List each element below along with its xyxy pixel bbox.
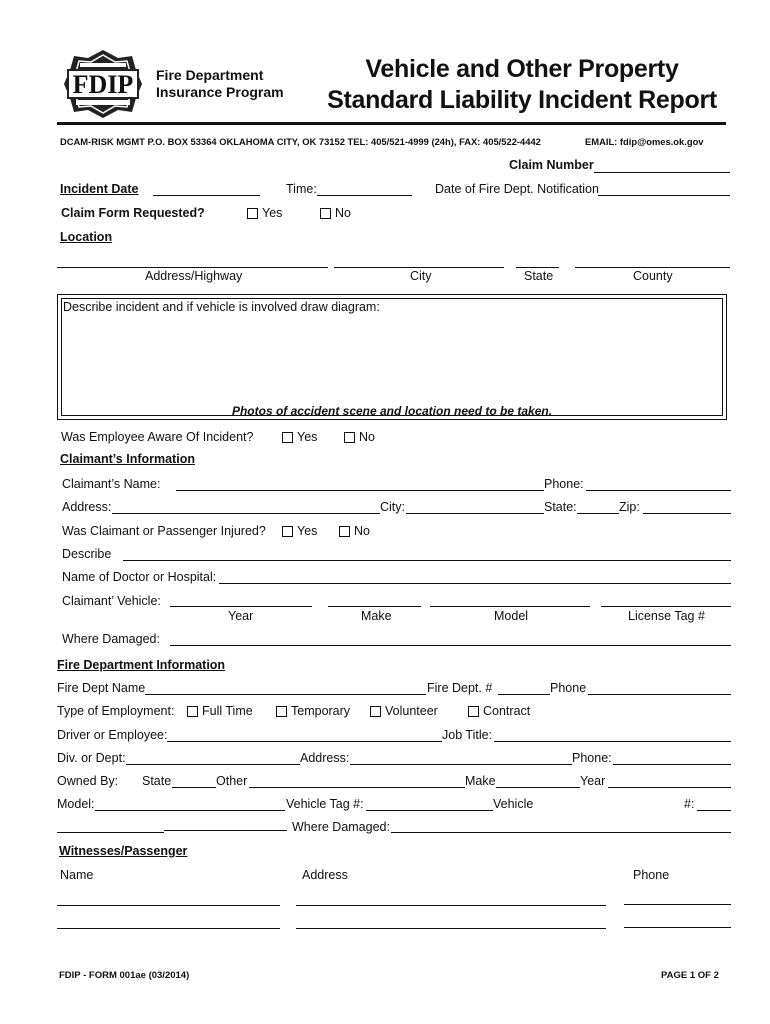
fd-address-label: Address: [300, 751, 350, 765]
claimant-vehicle-label: Claimant’ Vehicle: [62, 594, 161, 608]
witnesses-heading: Witnesses/Passenger [59, 844, 188, 858]
county-caption: County [633, 269, 673, 283]
claimant-address-field[interactable] [112, 513, 380, 514]
aware-yes[interactable] [282, 430, 317, 444]
owned-state-field[interactable] [172, 787, 216, 788]
where-damaged-field[interactable] [170, 645, 731, 646]
vehicle-tag-field[interactable] [366, 810, 493, 811]
witness-2-phone[interactable] [624, 927, 731, 928]
address-caption: Address/Highway [145, 269, 243, 283]
doctor-field[interactable] [219, 583, 731, 584]
fd-make-label: Make [465, 774, 496, 788]
vehicle-tag-label: Vehicle Tag #: [286, 797, 364, 811]
witness-address-col: Address [302, 868, 348, 882]
page-title [318, 54, 726, 116]
fd-number-label: Fire Dept. # [427, 681, 493, 695]
owned-state-label: State [142, 774, 172, 788]
no-label: No [359, 430, 375, 444]
fd-model-field[interactable] [95, 810, 285, 811]
fd-vehicle-label: Vehicle [493, 797, 534, 811]
org-name [156, 67, 284, 101]
checkbox[interactable] [276, 706, 287, 717]
owned-by-label: Owned By: [57, 774, 119, 788]
contract-option[interactable] [468, 704, 530, 718]
witness-2-address[interactable] [296, 928, 606, 929]
incident-date-label: Incident Date [60, 182, 139, 196]
owned-other-field[interactable] [249, 787, 465, 788]
fd-make-field[interactable] [496, 787, 580, 788]
claimant-state-field[interactable] [577, 513, 619, 514]
claimant-zip-label: Zip: [619, 500, 640, 514]
describe-prompt: Describe incident and if vehicle is involved draw diagram: [63, 300, 380, 314]
fire-dept-heading: Fire Department Information [57, 658, 226, 672]
witness-1-name[interactable] [57, 905, 280, 906]
checkbox[interactable] [370, 706, 381, 717]
fd-phone2-label: Phone: [572, 751, 612, 765]
claim-form-yes[interactable] [247, 206, 282, 220]
witness-phone-col: Phone [633, 868, 670, 882]
claim-number-field[interactable] [594, 172, 730, 173]
year-caption: Year [228, 609, 254, 623]
address-field[interactable] [57, 267, 328, 268]
city-field[interactable] [334, 267, 504, 268]
claim-number-label: Claim Number [509, 158, 594, 172]
claimant-address-label: Address: [62, 500, 112, 514]
checkbox[interactable] [187, 706, 198, 717]
witness-1-phone[interactable] [624, 904, 731, 905]
org-line-2: Insurance Program [156, 84, 284, 100]
model-caption: Model [494, 609, 529, 623]
claimant-city-field[interactable] [406, 513, 544, 514]
describe-injury-label: Describe [62, 547, 112, 561]
vehicle-year-field[interactable] [170, 606, 312, 607]
time-field[interactable] [317, 195, 412, 196]
injured-yes[interactable] [282, 524, 317, 538]
page-number: PAGE 1 OF 2 [661, 970, 719, 981]
checkbox[interactable] [247, 208, 258, 219]
title-line-2: Standard Liability Incident Report [327, 86, 717, 114]
claimant-heading: Claimant’s Information [60, 452, 195, 466]
job-title-field[interactable] [494, 741, 731, 742]
driver-label: Driver or Employee: [57, 728, 168, 742]
fd-extra-field[interactable] [57, 832, 164, 833]
checkbox[interactable] [320, 208, 331, 219]
vehicle-make-field[interactable] [328, 606, 421, 607]
describe-box[interactable] [57, 294, 727, 420]
city-caption: City [410, 269, 432, 283]
checkbox[interactable] [282, 432, 293, 443]
temporary-label: Temporary [291, 704, 351, 718]
fd-where-damaged-label: Where Damaged: [292, 820, 390, 834]
county-field[interactable] [575, 267, 730, 268]
describe-box-inner [61, 298, 723, 416]
contact-address: DCAM-RISK MGMT P.O. BOX 53364 OKLAHOMA CITY, OK 73152 TEL: 405/521-4999 (24h), FAX: 405/522-4442 [60, 136, 541, 147]
full-time-option[interactable] [187, 704, 253, 718]
witness-2-name[interactable] [57, 928, 280, 929]
checkbox[interactable] [339, 526, 350, 537]
describe-injury-field[interactable] [123, 560, 731, 561]
claimant-phone-field[interactable] [586, 490, 731, 491]
claimant-zip-field[interactable] [643, 513, 731, 514]
fd-name-label: Fire Dept Name [57, 681, 146, 695]
div-label: Div. or Dept: [57, 751, 126, 765]
yes-label: Yes [262, 206, 283, 220]
where-damaged-label: Where Damaged: [62, 632, 160, 646]
claimant-name-field[interactable] [176, 490, 544, 491]
state-field[interactable] [516, 267, 559, 268]
contract-label: Contract [483, 704, 531, 718]
fd-address-field[interactable] [350, 764, 572, 765]
logo-text: FDIP [72, 70, 134, 99]
fd-number-field[interactable] [498, 694, 550, 695]
incident-date-field[interactable] [153, 195, 260, 196]
checkbox[interactable] [468, 706, 479, 717]
fdip-logo [62, 48, 144, 120]
vehicle-tag-field[interactable] [601, 606, 731, 607]
time-label: Time: [286, 182, 317, 196]
volunteer-option[interactable] [370, 704, 438, 718]
fd-where-damaged-field[interactable] [391, 832, 731, 833]
photos-note: Photos of accident scene and location need to be taken. [231, 404, 553, 418]
yes-label: Yes [297, 524, 318, 538]
fd-phone2-field[interactable] [613, 764, 731, 765]
vehicle-model-field[interactable] [430, 606, 590, 607]
claimant-city-label: City: [380, 500, 405, 514]
aware-question: Was Employee Aware Of Incident? [61, 430, 254, 444]
claim-form-requested-label: Claim Form Requested? [61, 206, 205, 220]
fd-phone-field[interactable] [588, 694, 731, 695]
fd-damaged-prefix-field[interactable] [164, 830, 287, 831]
claimant-phone-label: Phone: [544, 477, 584, 491]
make-caption: Make [361, 609, 392, 623]
witness-1-address[interactable] [296, 905, 606, 906]
aware-no[interactable] [344, 430, 375, 444]
location-heading: Location [60, 230, 113, 244]
injured-no[interactable] [339, 524, 370, 538]
volunteer-label: Volunteer [385, 704, 438, 718]
driver-field[interactable] [167, 741, 442, 742]
claim-form-no[interactable] [320, 206, 351, 220]
form-id: FDIP - FORM 001ae (03/2014) [59, 970, 190, 981]
fd-year-field[interactable] [608, 787, 731, 788]
notification-field[interactable] [598, 195, 730, 196]
notification-label: Date of Fire Dept. Notification [435, 182, 599, 196]
full-time-label: Full Time [202, 704, 253, 718]
vehicle-number-label: #: [684, 797, 695, 811]
fd-model-label: Model: [57, 797, 95, 811]
checkbox[interactable] [282, 526, 293, 537]
div-field[interactable] [126, 764, 300, 765]
doctor-label: Name of Doctor or Hospital: [62, 570, 217, 584]
owned-other-label: Other [216, 774, 248, 788]
no-label: No [335, 206, 351, 220]
title-line-1: Vehicle and Other Property [365, 55, 679, 83]
claimant-name-label: Claimant’s Name: [62, 477, 161, 491]
org-line-1: Fire Department [156, 67, 264, 83]
license-tag-caption: License Tag # [628, 609, 705, 623]
checkbox[interactable] [344, 432, 355, 443]
fd-phone-label: Phone [550, 681, 587, 695]
contact-email: EMAIL: fdip@omes.ok.gov [585, 136, 704, 147]
claimant-state-label: State: [544, 500, 577, 514]
header-rule [57, 122, 726, 125]
fd-name-field[interactable] [145, 694, 426, 695]
job-title-label: Job Title: [442, 728, 493, 742]
no-label: No [354, 524, 370, 538]
yes-label: Yes [297, 430, 318, 444]
witness-name-col: Name [60, 868, 94, 882]
vehicle-number-field[interactable] [697, 810, 731, 811]
fd-year-label: Year [580, 774, 606, 788]
injured-question: Was Claimant or Passenger Injured? [62, 524, 266, 538]
employment-label: Type of Employment: [57, 704, 175, 718]
state-caption: State [524, 269, 554, 283]
temporary-option[interactable] [276, 704, 350, 718]
